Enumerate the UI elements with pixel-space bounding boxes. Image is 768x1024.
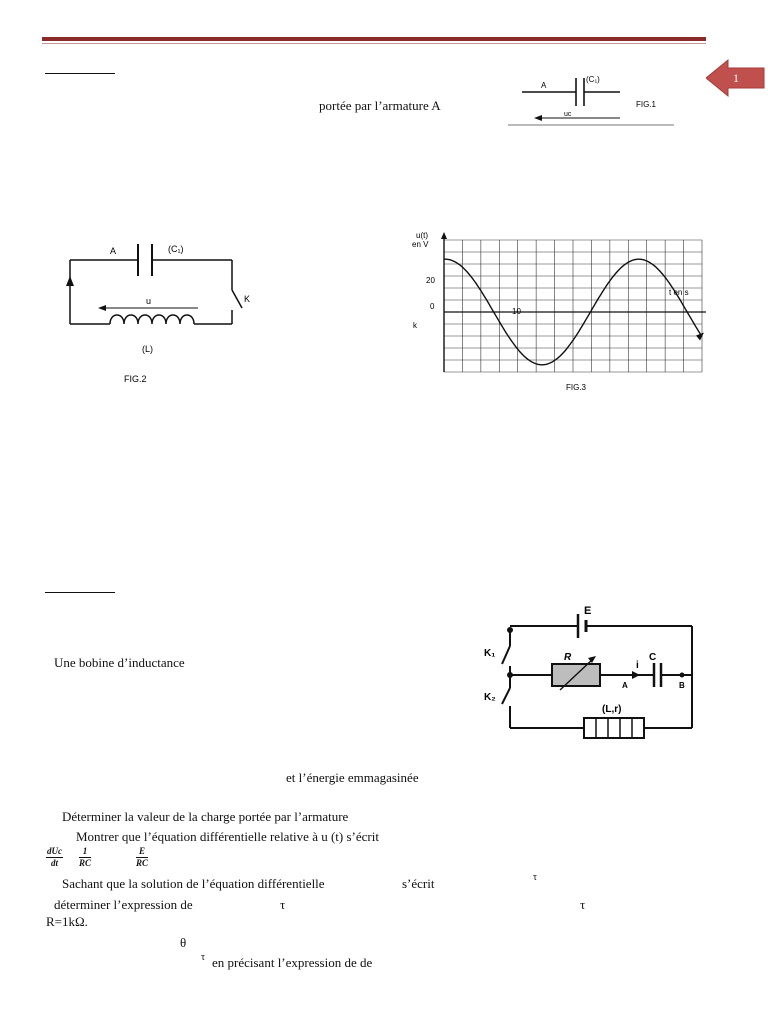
ex2-sachant-end: s’écrit (402, 876, 435, 891)
fig1-capacitor (508, 70, 688, 130)
eq-duc-num: dUc (47, 846, 62, 856)
circuit-label-k2: K₂ (484, 692, 496, 703)
fig1-label-u: uᴄ (564, 111, 572, 118)
page-number-badge (706, 58, 766, 98)
ex2-bobine: Une bobine d’inductance (54, 655, 185, 670)
ex2-energie: et l’énergie emmagasinée (286, 770, 419, 785)
ex2-determiner: déterminer l’expression de (54, 897, 193, 912)
fig2-label-u: u (146, 296, 152, 306)
fig2-label-k: K (244, 294, 251, 304)
ex2-theta: θ (180, 935, 187, 950)
circuit-label-r: R (564, 652, 572, 663)
eq-duc-den: dt (50, 858, 58, 868)
circuit-label-a: A (622, 681, 628, 690)
ex2-tau-2: τ (280, 897, 286, 912)
exercise1-text-armature: portée par l’armature A (319, 98, 441, 113)
fig3-caption: FIG.3 (566, 383, 587, 392)
exercise2-heading-underline (45, 592, 115, 593)
eq-f2-num: E (136, 846, 148, 858)
eq-frac-erc (136, 846, 148, 869)
fig3-tick-k: k (413, 321, 417, 330)
circuit-label-e: E (584, 605, 592, 617)
fig3-chart (408, 226, 708, 396)
fig3-tick-0: 0 (430, 302, 435, 311)
circuit-label-k1: K₁ (484, 648, 496, 659)
fig2-caption: FIG.2 (124, 374, 147, 384)
fig1-label-c: (C₁) (586, 75, 600, 84)
fig1-label-a: A (541, 81, 547, 90)
eq-frac-1rc (79, 846, 91, 869)
header-line-thin (42, 43, 706, 44)
fig3-ylabel-1: u(t) (416, 231, 428, 240)
eq-frac-duc (46, 846, 63, 869)
fig3-ylabel-2: en V (412, 240, 429, 249)
ex2-tau-1: τ (533, 872, 538, 883)
fig2-label-a: A (110, 246, 117, 256)
fig3-xlabel: t en s (669, 288, 689, 297)
circuit-label-b: B (679, 681, 685, 690)
ex2-charge: Déterminer la valeur de la charge portée par l’armature (62, 809, 349, 824)
fig3-tick-10: 10 (512, 307, 521, 316)
page-number: 1 (733, 71, 739, 85)
eq-f1-num: 1 (79, 846, 91, 858)
fig1-caption: FIG.1 (636, 100, 657, 109)
circuit-label-lr: (L,r) (602, 704, 622, 715)
ex2-montrer: Montrer que l’équation différentielle relative à u (t) s’écrit (76, 829, 379, 844)
fig2-lc-circuit (60, 232, 260, 392)
circuit-label-c: C (649, 652, 657, 663)
fig2-label-l: (L) (142, 344, 153, 354)
ex2-precisant: en précisant l’expression de de (212, 955, 373, 970)
fig3-y-axis-arrow (441, 232, 447, 239)
eq-f1-den: RC (79, 858, 92, 868)
ex2-tau-3: τ (580, 897, 586, 912)
ex2-sachant: Sachant que la solution de l’équation différentielle (62, 876, 325, 891)
fig2-label-c: (C₁) (168, 244, 184, 254)
header-line (42, 37, 706, 41)
ex2-tau-4: τ (201, 952, 206, 963)
circuit-label-i: i (636, 660, 639, 671)
fig3-tick-20: 20 (426, 276, 435, 285)
exercise1-heading-underline (45, 73, 115, 74)
fig3-grid (441, 232, 706, 372)
fig-rlc-circuit (480, 600, 700, 750)
eq-f2-den: RC (136, 858, 149, 868)
ex2-r-value: R=1kΩ. (46, 914, 88, 929)
